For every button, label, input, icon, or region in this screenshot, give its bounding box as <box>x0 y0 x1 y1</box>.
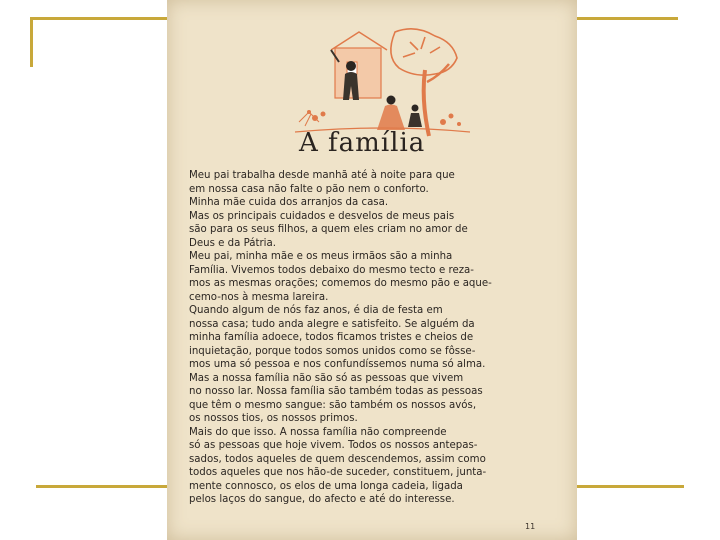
text-line: todos aqueles que nos hão-de suceder, constituem, junta- <box>189 467 487 478</box>
text-line: os nossos tios, os nossos primos. <box>189 413 358 424</box>
page-title: A família <box>299 128 426 158</box>
slide-frame-left-line <box>30 17 33 67</box>
scanned-book-page <box>167 0 577 540</box>
page-number: 11 <box>525 522 536 531</box>
text-line: são para os seus filhos, a quem eles criam no amor de <box>189 224 468 235</box>
body-text <box>189 169 551 507</box>
text-line: Minha mãe cuida dos arranjos da casa. <box>189 197 389 208</box>
text-line: Quando algum de nós faz anos, é dia de festa em <box>189 305 443 316</box>
text-line: Meu pai trabalha desde manhã até à noite para que <box>189 170 455 181</box>
text-line: mente connosco, os elos de uma longa cadeia, ligada <box>189 480 463 492</box>
text-line: Deus e da Pátria. <box>189 237 276 249</box>
text-line: Mas a nossa família não são só as pessoas que vivem <box>189 372 464 384</box>
text-line: Mas os principais cuidados e desvelos de meus pais <box>189 210 455 222</box>
text-line: cemo-nos à mesma lareira. <box>189 291 329 303</box>
text-line: mos uma só pessoa e nos confundíssemos numa só alma. <box>189 359 486 370</box>
text-line: minha família adoece, todos ficamos tristes e cheios de <box>189 332 474 343</box>
text-line: no nosso lar. Nossa família são também todas as pessoas <box>189 386 483 397</box>
family-illustration <box>275 22 475 140</box>
text-line: Família. Vivemos todos debaixo do mesmo tecto e reza- <box>189 264 474 276</box>
text-line: em nossa casa não falte o pão nem o conforto. <box>189 183 429 195</box>
text-line: só as pessoas que hoje vivem. Todos os nossos antepas- <box>189 440 478 451</box>
text-line: Mais do que isso. A nossa família não compreende <box>189 426 447 438</box>
text-line: nossa casa; tudo anda alegre e satisfeito. Se alguém da <box>189 318 475 330</box>
text-line: pelos laços do sangue, do afecto e até do interesse. <box>189 494 455 505</box>
text-line: que têm o mesmo sangue: são também os nossos avós, <box>189 399 477 411</box>
text-line: Meu pai, minha mãe e os meus irmãos são a minha <box>189 251 453 262</box>
text-line: sados, todos aqueles de quem descendemos, assim como <box>189 453 486 465</box>
text-line: inquietação, porque todos somos unidos como se fôsse- <box>189 345 476 357</box>
text-line: mos as mesmas orações; comemos do mesmo pão e aque- <box>189 278 492 289</box>
